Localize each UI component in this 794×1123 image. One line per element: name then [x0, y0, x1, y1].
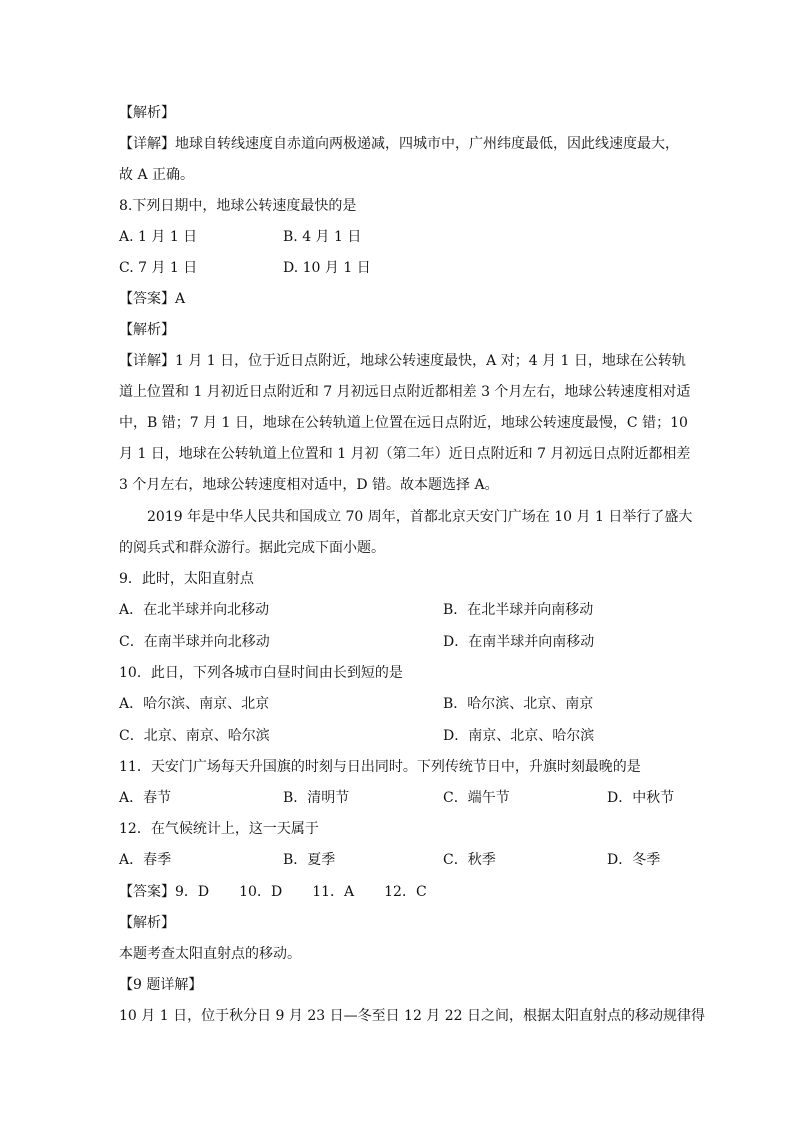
- q8-option-d: D. 10 月 1 日: [283, 260, 371, 276]
- q12-stem: 12．在气候统计上，这一天属于: [119, 821, 319, 837]
- q9-option-a: A．在北半球并向北移动: [119, 602, 270, 618]
- q11-option-b: B．清明节: [283, 790, 350, 806]
- answer-item: 11．A: [312, 884, 355, 900]
- answer-item: 12．C: [384, 884, 427, 900]
- q8-detail-line: 中，B 错；7 月 1 日，地球在公转轨道上位置在远日点附近，地球公转速度最慢，C 错；10: [119, 415, 688, 431]
- answer-item: 9．D: [175, 884, 210, 900]
- passage-line: 的阅兵式和群众游行。据此完成下面小题。: [119, 540, 385, 556]
- answers-label: 【答案】: [119, 884, 175, 900]
- analysis-intro: 本题考查太阳直射点的移动。: [119, 946, 301, 962]
- answers-9-12: [119, 883, 427, 901]
- q9-detail-line: 10 月 1 日，位于秋分日 9 月 23 日—冬至日 12 月 22 日之间，根据太阳直射点的移动规律得: [119, 1008, 706, 1024]
- q9-option-d: D．在南半球并向南移动: [443, 634, 595, 650]
- q8-detail-line: 道上位置和 1 月初近日点附近和 7 月初远日点附近都相差 3 个月左右，地球公转速度相对适: [119, 384, 691, 400]
- q8-detail-line: 3 个月左右，地球公转速度相对适中，D 错。故本题选择 A。: [119, 477, 499, 493]
- q10-option-b: B．哈尔滨、北京、南京: [443, 696, 594, 712]
- q11-option-a: A．春节: [119, 790, 172, 806]
- answer-item: 10．D: [239, 884, 283, 900]
- q9-detail-label: 【9 题详解】: [119, 977, 203, 993]
- q11-option-c: C．端午节: [443, 790, 510, 806]
- q11-option-d: D．中秋节: [607, 790, 675, 806]
- q10-option-d: D．南京、北京、哈尔滨: [443, 728, 595, 744]
- q8-detail-line: 月 1 日，地球在公转轨道上位置和 1 月初（第二年）近日点附近和 7 月初远日点附近都相差: [119, 446, 691, 462]
- analysis-9-12-label: 【解析】: [119, 915, 175, 931]
- q12-option-c: C．秋季: [443, 852, 496, 868]
- q9-stem: 9．此时，太阳直射点: [119, 571, 254, 587]
- q12-option-b: B．夏季: [283, 852, 336, 868]
- q10-option-a: A．哈尔滨、南京、北京: [119, 696, 270, 712]
- q8-answer: 【答案】A: [119, 291, 186, 307]
- q12-option-d: D．冬季: [607, 852, 661, 868]
- q7-detail-line: 【详解】地球自转线速度自赤道向两极递减，四城市中，广州纬度最低，因此线速度最大，: [119, 136, 679, 152]
- passage-line: 2019 年是中华人民共和国成立 70 周年，首都北京天安门广场在 10 月 1 日举行了盛大: [147, 509, 693, 525]
- q12-option-a: A．春季: [119, 852, 172, 868]
- q8-detail-line: 【详解】1 月 1 日，位于近日点附近，地球公转速度最快，A 对；4 月 1 日，地球在公转轨: [119, 353, 686, 369]
- q8-option-a: A. 1 月 1 日: [119, 229, 198, 245]
- q9-option-c: C．在南半球并向北移动: [119, 634, 270, 650]
- q10-option-c: C．北京、南京、哈尔滨: [119, 728, 270, 744]
- analysis-label: 【解析】: [119, 105, 175, 121]
- q8-option-b: B. 4 月 1 日: [283, 229, 362, 245]
- q8-analysis-label: 【解析】: [119, 322, 175, 338]
- q8-stem: 8.下列日期中，地球公转速度最快的是: [119, 198, 357, 214]
- q8-option-c: C. 7 月 1 日: [119, 260, 198, 276]
- q10-stem: 10．此日，下列各城市白昼时间由长到短的是: [119, 665, 403, 681]
- q7-detail-line: 故 A 正确。: [119, 167, 195, 183]
- q9-option-b: B．在北半球并向南移动: [443, 602, 594, 618]
- q11-stem: 11．天安门广场每天升国旗的时刻与日出同时。下列传统节日中，升旗时刻最晚的是: [119, 759, 641, 775]
